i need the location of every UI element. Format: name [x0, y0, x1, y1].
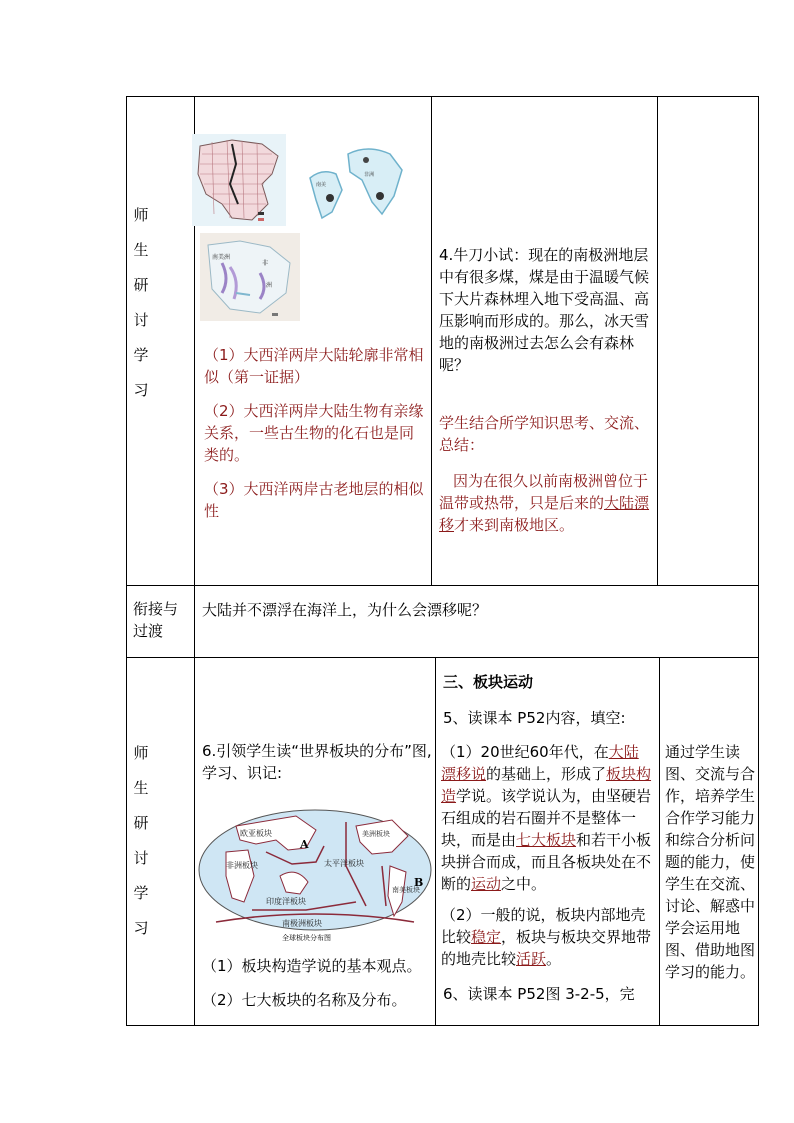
plate-label-america: 美洲板块	[362, 830, 390, 838]
label-char: 学	[133, 884, 149, 902]
col-divider-2-row1	[431, 96, 432, 585]
fill-text: 学说。该学说认为，由坚硬岩石组成的岩石圈并不是整体一块，而是由	[441, 787, 652, 849]
evidence-item-3: （3）大西洋两岸古老地层的相似性	[204, 480, 424, 520]
fill-text: 的基础上，形成了	[486, 765, 607, 783]
map-label: 洲	[266, 282, 273, 289]
label-char: 研	[133, 276, 149, 294]
pangaea-map-image	[192, 134, 286, 226]
student-note: 学生结合所学知识思考、交流、总结：	[439, 414, 650, 454]
glacier-map-image	[200, 233, 300, 321]
col-divider-3-row3	[659, 657, 660, 1025]
fossil-distribution-map-image	[302, 140, 414, 232]
transition-label: 衔接与过渡	[133, 600, 179, 640]
label-char: 师	[133, 744, 149, 762]
evidence-item-2: （2）大西洋两岸大陆生物有亲缘关系，一些古生物的化石也是同类的。	[204, 402, 424, 464]
plate-label-africa: 非洲板块	[226, 861, 258, 870]
label-char: 生	[133, 779, 149, 797]
fill-in-1	[441, 741, 653, 895]
map-title: 全球板块分布图	[282, 934, 331, 942]
col-divider-3-row1	[657, 96, 658, 585]
section-heading: 三、板块运动	[443, 673, 534, 691]
col-divider-1	[194, 96, 195, 1026]
guide-text: 6.引领学生读“世界板块的分布”图,学习、识记:	[202, 742, 432, 782]
label-char: 生	[133, 241, 149, 259]
fill-answer: 七大板块	[516, 831, 577, 849]
point-2: （2）七大板块的名称及分布。	[202, 991, 407, 1009]
task-6: 6、读课本 P52图 3-2-5，完	[443, 985, 635, 1003]
quiz-answer	[439, 470, 651, 536]
label-char: 师	[133, 206, 149, 224]
fill-answer: 大陆漂移说	[441, 743, 639, 783]
world-plate-map-image	[196, 806, 434, 946]
label-char: 习	[133, 381, 149, 399]
fill-text: 和若干小板块拼合而成，而且各板块处在不断的	[441, 831, 652, 893]
row-divider-1	[126, 585, 759, 586]
fill-answer: 稳定	[471, 928, 502, 946]
point-1: （1）板块构造学说的基本观点。	[202, 957, 422, 975]
fill-text: 。	[546, 950, 562, 968]
map-label: 非洲	[364, 172, 375, 178]
section-label-1	[131, 198, 151, 408]
col-divider-2-row3	[435, 657, 436, 1025]
point-b-label: B	[414, 876, 424, 889]
section-label-2	[131, 736, 151, 946]
plate-label-indian: 印度洋板块	[266, 897, 306, 906]
table-left-border	[126, 96, 127, 1026]
task-5: 5、读课本 P52内容，填空:	[443, 709, 626, 727]
table-bottom-border	[126, 1025, 759, 1026]
map-label: 南美	[316, 182, 327, 188]
plate-label-antarctic: 南极洲板块	[282, 919, 322, 928]
evidence-item-1: （1）大西洋两岸大陆轮廓非常相似（第一证据）	[204, 346, 424, 386]
map-label: 南美洲	[212, 254, 231, 261]
design-intent: 通过学生读图、交流与合作，培养学生合作学习能力和综合分析问题的能力，使学生在交流、讨论、解惑中学会运用地图、借助地图学习的能力。	[665, 743, 756, 981]
plate-label-south-america: 南美板块	[392, 886, 420, 894]
fill-text: （1）20世纪60年代，在	[441, 743, 609, 761]
label-char: 讨	[133, 311, 149, 329]
label-char: 研	[133, 814, 149, 832]
table-right-border	[758, 96, 759, 1026]
fill-text: （2）一般的说，板块内部地壳比较	[441, 906, 646, 946]
transition-question: 大陆并不漂浮在海洋上，为什么会漂移呢？	[202, 601, 488, 619]
map-label: 非	[262, 260, 269, 267]
fill-answer: 运动	[471, 875, 502, 893]
plate-label-eurasia: 欧亚板块	[240, 829, 272, 838]
point-a-label: A	[300, 838, 309, 851]
fill-text: ，板块与板块交界地带的地壳比较	[441, 928, 652, 968]
row-divider-2	[126, 657, 759, 658]
label-char: 习	[133, 919, 149, 937]
fill-answer: 板块构造	[441, 765, 652, 805]
fill-in-2	[441, 904, 653, 970]
label-char: 讨	[133, 849, 149, 867]
label-char: 学	[133, 346, 149, 364]
fill-text: 之中。	[501, 875, 547, 893]
answer-text: 因为在很久以前南极洲曾位于温带或热带，只是后来的	[439, 472, 649, 512]
plate-label-pacific: 太平洋板块	[324, 859, 364, 868]
table-top-border	[126, 96, 759, 97]
answer-underline: 大陆漂移	[439, 494, 650, 534]
answer-text: 才来到南极地区。	[454, 516, 575, 534]
quiz-question: 4.牛刀小试：现在的南极洲地层中有很多煤，煤是由于温暖气候下大片森林埋入地下受高温、高压影响而形成的。那么，冰天雪地的南极洲过去怎么会有森林呢？	[439, 246, 650, 374]
fill-answer: 活跃	[516, 950, 547, 968]
